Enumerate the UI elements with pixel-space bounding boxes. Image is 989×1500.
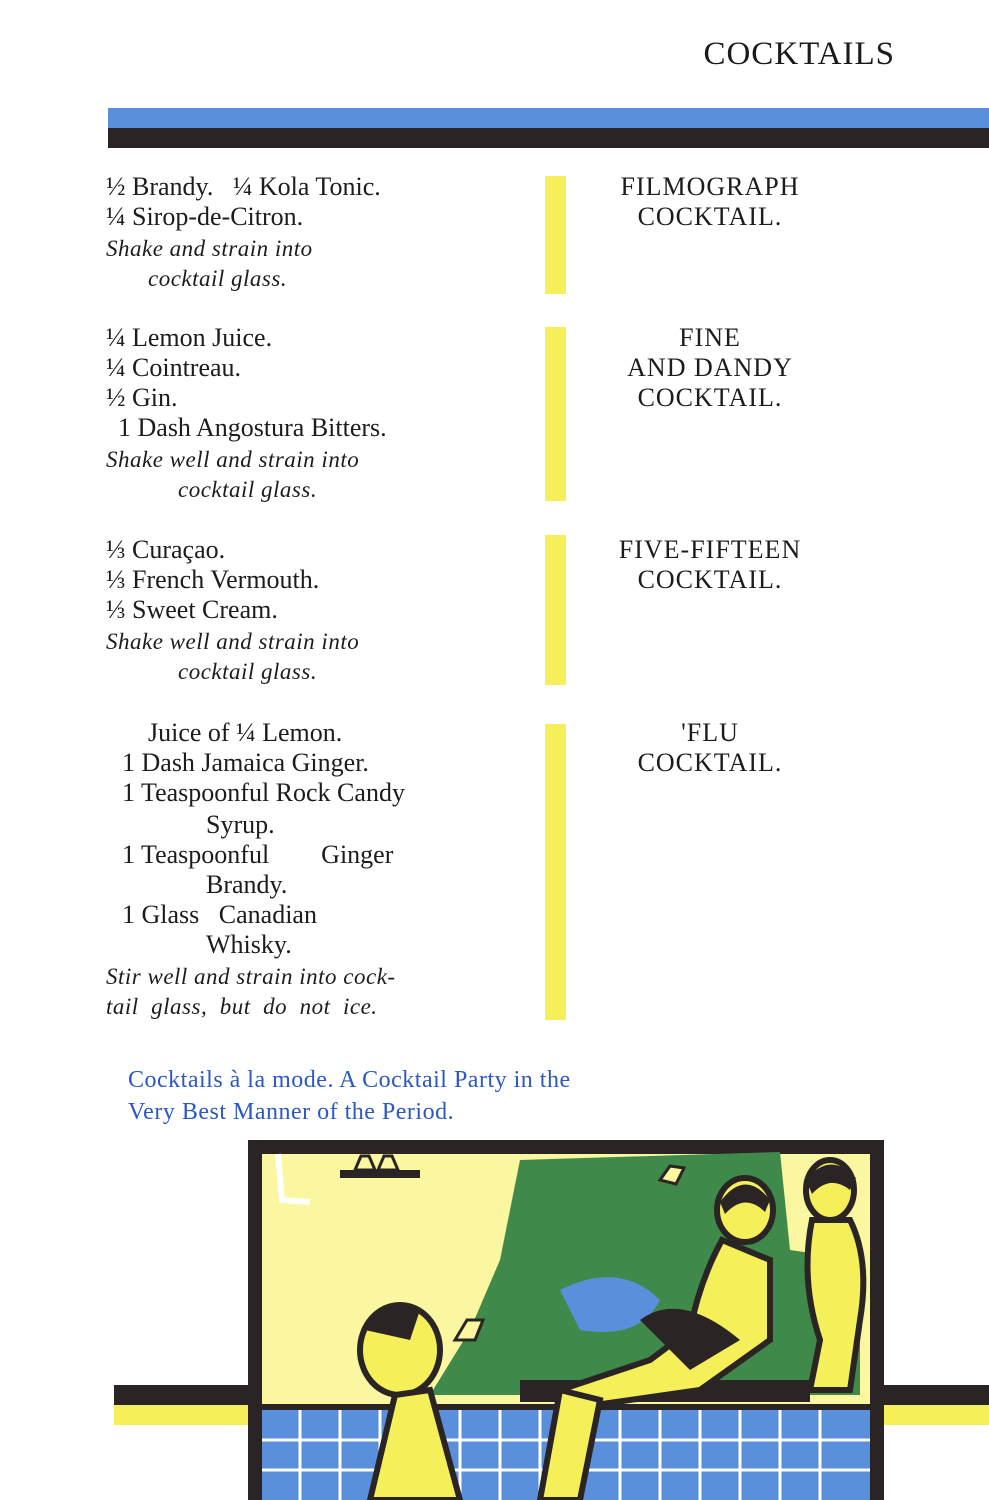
ingredient-line: 1 Teaspoonful Rock Candy <box>122 778 405 807</box>
ingredient-line: Syrup. <box>206 810 275 839</box>
page-header: COCKTAILS <box>703 36 895 72</box>
cocktail-name: COCKTAIL. <box>637 202 783 231</box>
yellow-divider-bar <box>545 724 566 1020</box>
method-line: cocktail glass. <box>178 659 318 684</box>
ingredient-line: ⅓ Sweet Cream. <box>106 595 278 624</box>
ingredient-line: ¼ Sirop-de-Citron. <box>106 202 304 231</box>
method-line: Stir well and strain into cock- <box>106 964 396 989</box>
yellow-divider-bar <box>545 327 566 501</box>
ingredient-line: Whisky. <box>206 930 292 959</box>
ingredient-line: Brandy. <box>206 870 288 899</box>
caption-line: Very Best Manner of the Period. <box>128 1099 455 1125</box>
method-line: tail glass, but do not ice. <box>106 994 378 1019</box>
method-line: Shake and strain into <box>106 236 313 261</box>
ingredient-line: 1 Glass Canadian <box>122 900 317 929</box>
yellow-divider-bar <box>545 176 566 294</box>
ingredient-line: ⅓ French Vermouth. <box>106 565 320 594</box>
ingredient-line: Juice of ¼ Lemon. <box>148 718 343 747</box>
ingredient-line: ½ Brandy. ¼ Kola Tonic. <box>106 172 381 201</box>
cocktail-name: FILMOGRAPH <box>620 172 800 201</box>
cocktail-name: 'FLU <box>681 718 739 747</box>
header-band-dark <box>108 128 989 148</box>
header-band-blue <box>108 108 989 130</box>
ingredient-line: ½ Gin. <box>106 383 178 412</box>
cocktail-name: FIVE-FIFTEEN <box>618 535 802 564</box>
method-line: cocktail glass. <box>178 477 318 502</box>
method-line: Shake well and strain into <box>106 629 360 654</box>
cocktail-name: COCKTAIL. <box>637 748 783 777</box>
cocktail-name: COCKTAIL. <box>637 383 783 412</box>
ingredient-line: 1 Dash Jamaica Ginger. <box>122 748 369 777</box>
yellow-divider-bar <box>545 535 566 685</box>
ingredient-line: 1 Teaspoonful Ginger <box>122 840 394 869</box>
ingredient-line: ⅓ Curaçao. <box>106 535 226 564</box>
ingredient-line: ¼ Lemon Juice. <box>106 323 273 352</box>
illustration-caption <box>128 1064 798 1128</box>
method-line: cocktail glass. <box>148 266 288 291</box>
cocktail-name: COCKTAIL. <box>637 565 783 594</box>
cocktail-name: FINE <box>679 323 741 352</box>
cocktail-party-illustration <box>0 1140 989 1500</box>
ingredient-line: ¼ Cointreau. <box>106 353 242 382</box>
cocktail-name: AND DANDY <box>627 353 793 382</box>
method-line: Shake well and strain into <box>106 447 360 472</box>
caption-line: Cocktails à la mode. A Cocktail Party in the <box>128 1067 571 1093</box>
ingredient-line: 1 Dash Angostura Bitters. <box>118 413 387 442</box>
